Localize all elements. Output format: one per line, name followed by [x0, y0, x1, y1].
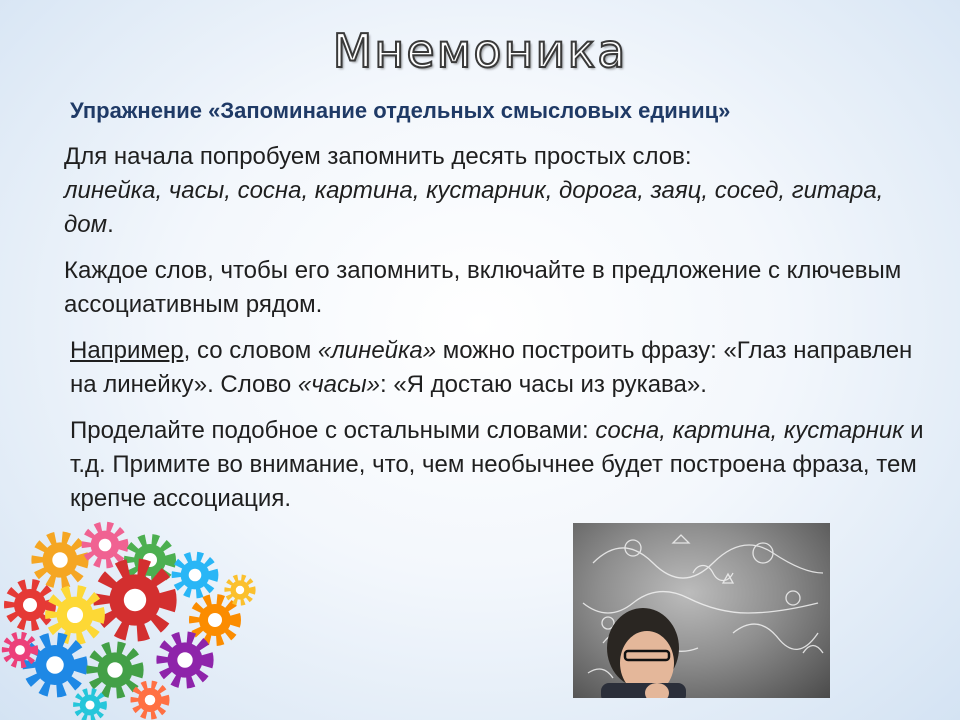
- example-label: Например: [70, 337, 184, 364]
- slide-body: [64, 140, 928, 528]
- paragraph-task: [64, 414, 928, 516]
- paragraph-example: [64, 334, 928, 402]
- example-word-1: «линейка»: [317, 337, 437, 364]
- words-end: .: [107, 211, 114, 238]
- example-text-2: можно построить фразу: «Глаз направлен на линейку». Слово: [70, 337, 913, 398]
- thinking-man-with-doodles-photo: [573, 523, 830, 698]
- example-text-1: , со словом: [183, 337, 318, 364]
- paragraph-words: [64, 140, 928, 242]
- slide-title: Мнемоника: [332, 24, 628, 78]
- gear-icon: [6, 527, 252, 718]
- task-text-2: и т.д. Примите во внимание, что, чем необычнее будет построена фраза, тем крепче ассоциация.: [70, 417, 924, 512]
- example-text-3: : «Я достаю часы из рукава».: [379, 371, 707, 398]
- exercise-subtitle: Упражнение «Запоминание отдельных смысловых единиц»: [70, 98, 731, 123]
- task-words: сосна, картина, кустарник: [595, 417, 904, 444]
- task-text-1: Проделайте подобное с остальными словами:: [70, 417, 596, 444]
- words-list: линейка, часы, сосна, картина, кустарник, дорога, заяц, сосед, гитара, дом: [64, 177, 884, 238]
- example-word-2: «часы»: [297, 371, 380, 398]
- paragraph-instruction: Каждое слов, чтобы его запомнить, включайте в предложение с ключевым ассоциативным рядом.: [64, 257, 902, 318]
- colorful-gears-brain-icon: [0, 520, 262, 720]
- words-intro: Для начала попробуем запомнить десять простых слов:: [64, 143, 692, 170]
- doodles-icon: [573, 523, 830, 698]
